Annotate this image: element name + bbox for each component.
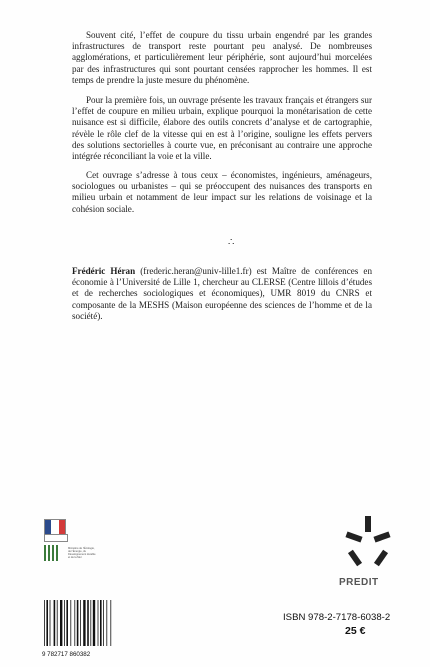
isbn: ISBN 978-2-7178-6038-2 — [283, 612, 391, 623]
barcode-bar — [46, 600, 48, 646]
barcode-bar — [54, 600, 56, 646]
barcode-digits: 9 782717 860382 — [42, 651, 91, 658]
barcode-bar — [50, 600, 51, 646]
barcode-bar — [44, 600, 45, 646]
author-name: Frédéric Héran — [72, 266, 136, 276]
section-separator: ∴ — [228, 237, 235, 248]
barcode-bar — [80, 600, 81, 646]
barcode-bar — [93, 600, 95, 646]
barcode-icon — [42, 598, 120, 658]
summary-paragraph-3: Cet ouvrage s’adresse à tous ceux – économistes, ingénieurs, aménageurs, sociologues ou urbanistes – qui se préoccupent des nuisances des transports en milieu urbain et notamment de leur impact sur les relations de voisinage et la cohésion sociale. — [72, 170, 372, 214]
barcode-bar — [77, 600, 79, 646]
barcode-bar — [90, 600, 91, 646]
author-bio-text: (frederic.heran@univ-lille1.fr) est Maître de conférences en économie à l’Université de Lille 1, chercheur au CLERSE (Centre lillois d’études et de recherches sociologiques et économiques), UMR 8019 du CNRS et composante de la MESHS (Maison européenne des sciences de l’homme et de la société). — [72, 266, 372, 321]
barcode-bar — [110, 600, 111, 646]
barcode-bar — [103, 600, 104, 646]
republic-flag-icon — [44, 519, 66, 535]
summary-paragraph-1: Souvent cité, l’effet de coupure du tissu urbain engendré par les grandes infrastructures de transport reste pourtant peu analysé. De nombreuses agglomérations, et particulièrement leur périphérie, sont aujourd’hui morcelées par des infrastructures qui sont pourtant censées rapprocher les hommes. Il est temps de prendre la juste mesure du phénomène. — [72, 30, 372, 85]
summary-paragraph-2: Pour la première fois, un ouvrage présente les travaux français et étrangers sur l’effet de coupure en milieu urbain, explique pourquoi la monétarisation de cette nuisance est si difficile, élabore des outils concrets d’analyse et de cartographie, révèle le rôle clef de la vitesse qui en est à l’origine, souligne les effets pervers des solutions sectorielles à courte vue, en préconisant au contraire une approche intégrée réconciliant la voie et la ville. — [72, 95, 372, 162]
ministry-logo-box — [44, 534, 68, 542]
barcode-bar — [66, 600, 68, 646]
barcode-bar — [106, 600, 107, 646]
barcode-bar — [83, 600, 85, 646]
barcode-bar — [98, 600, 99, 646]
barcode-bar — [87, 600, 89, 646]
barcode-bar — [64, 600, 65, 646]
ministry-logo — [44, 519, 100, 575]
barcode-bar — [57, 600, 58, 646]
price: 25 € — [345, 625, 366, 637]
barcode-bar — [70, 600, 71, 646]
barcode-bar — [100, 600, 102, 646]
author-bio — [72, 266, 372, 322]
barcode-bar — [74, 600, 75, 646]
predit-label: PREDIT — [339, 577, 379, 588]
barcode-bar — [60, 600, 62, 646]
ministry-name: Ministère de l’Écologie, de l’Énergie, du Développement durable et de la Mer — [68, 547, 96, 559]
ministry-stripes-icon — [44, 545, 66, 561]
